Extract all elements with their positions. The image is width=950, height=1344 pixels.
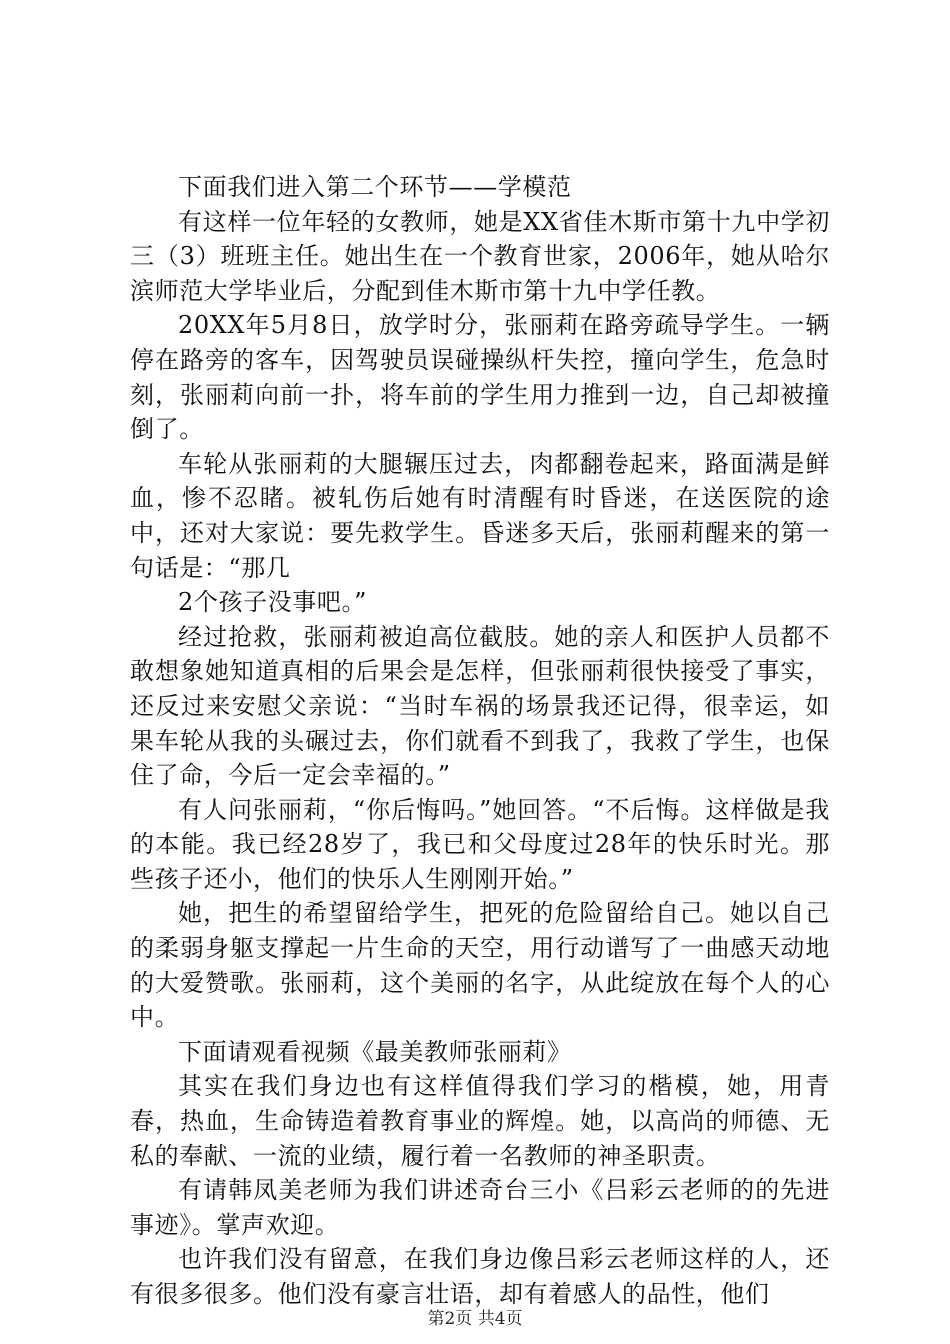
paragraph-quote-continuation: 2个孩子没事吧。”	[178, 588, 367, 617]
paragraph-video: 下面请观看视频《最美教师张丽莉》	[178, 1037, 572, 1066]
paragraph-accident: 20XX年5月8日，放学时分，张丽莉在路旁疏导学生。一辆停在路旁的客车，因驾驶员误碰操纵杆失控，撞向学生，危急时刻，张丽莉向前一扑，将车前的学生用力推到一边，自己却被撞倒了。	[130, 311, 830, 444]
paragraph-speaker-invite: 有请韩凤美老师为我们讲述奇台三小《吕彩云老师的的先进事迹》。掌声欢迎。	[130, 1176, 830, 1239]
paragraph-rescue: 经过抢救，张丽莉被迫高位截肢。她的亲人和医护人员都不敢想象她知道真相的后果会是怎样，但张丽莉很快接受了事实，还反过来安慰父亲说：“当时车祸的场景我还记得，很幸运，如果车轮从我的头碾过去，你们就看不到我了，我救了学生，也保住了命，今后一定会幸福的。”	[130, 622, 830, 790]
paragraph-closing: 也许我们没有留意，在我们身边像吕彩云老师这样的人，还有很多很多。他们没有豪言壮语，却有着感人的品性，他们	[130, 1245, 830, 1308]
paragraph-role-model: 其实在我们身边也有这样值得我们学习的楷模，她，用青春，热血，生命铸造着教育事业的辉煌。她，以高尚的师德、无私的奉献、一流的业绩，履行着一名教师的神圣职责。	[130, 1072, 830, 1170]
paragraph-tribute: 她，把生的希望留给学生，把死的危险留给自己。她以自己的柔弱身躯支撑起一片生命的天空，用行动谱写了一曲感天动地的大爱赞歌。张丽莉，这个美丽的名字，从此绽放在每个人的心中。	[130, 899, 830, 1032]
paragraph-injury: 车轮从张丽莉的大腿辗压过去，肉都翻卷起来，路面满是鲜血，惨不忍睹。被轧伤后她有时清醒有时昏迷，在送医院的途中，还对大家说：要先救学生。昏迷多天后，张丽莉醒来的第一句话是：“那几	[130, 449, 830, 582]
page-number-footer: 第2页 共4页	[427, 1309, 523, 1329]
document-body	[130, 170, 830, 1312]
paragraph-teacher-intro: 有这样一位年轻的女教师，她是XX省佳木斯市第十九中学初三（3）班班主任。她出生在一个教育世家，2006年，她从哈尔滨师范大学毕业后，分配到佳木斯市第十九中学任教。	[130, 207, 830, 305]
paragraph-no-regret: 有人问张丽莉，“你后悔吗。”她回答。“不后悔。这样做是我的本能。我已经28岁了，我已和父母度过28年的快乐时光。那些孩子还小，他们的快乐人生刚刚开始。”	[130, 795, 830, 893]
paragraph-section-heading: 下面我们进入第二个环节——学模范	[178, 173, 572, 201]
